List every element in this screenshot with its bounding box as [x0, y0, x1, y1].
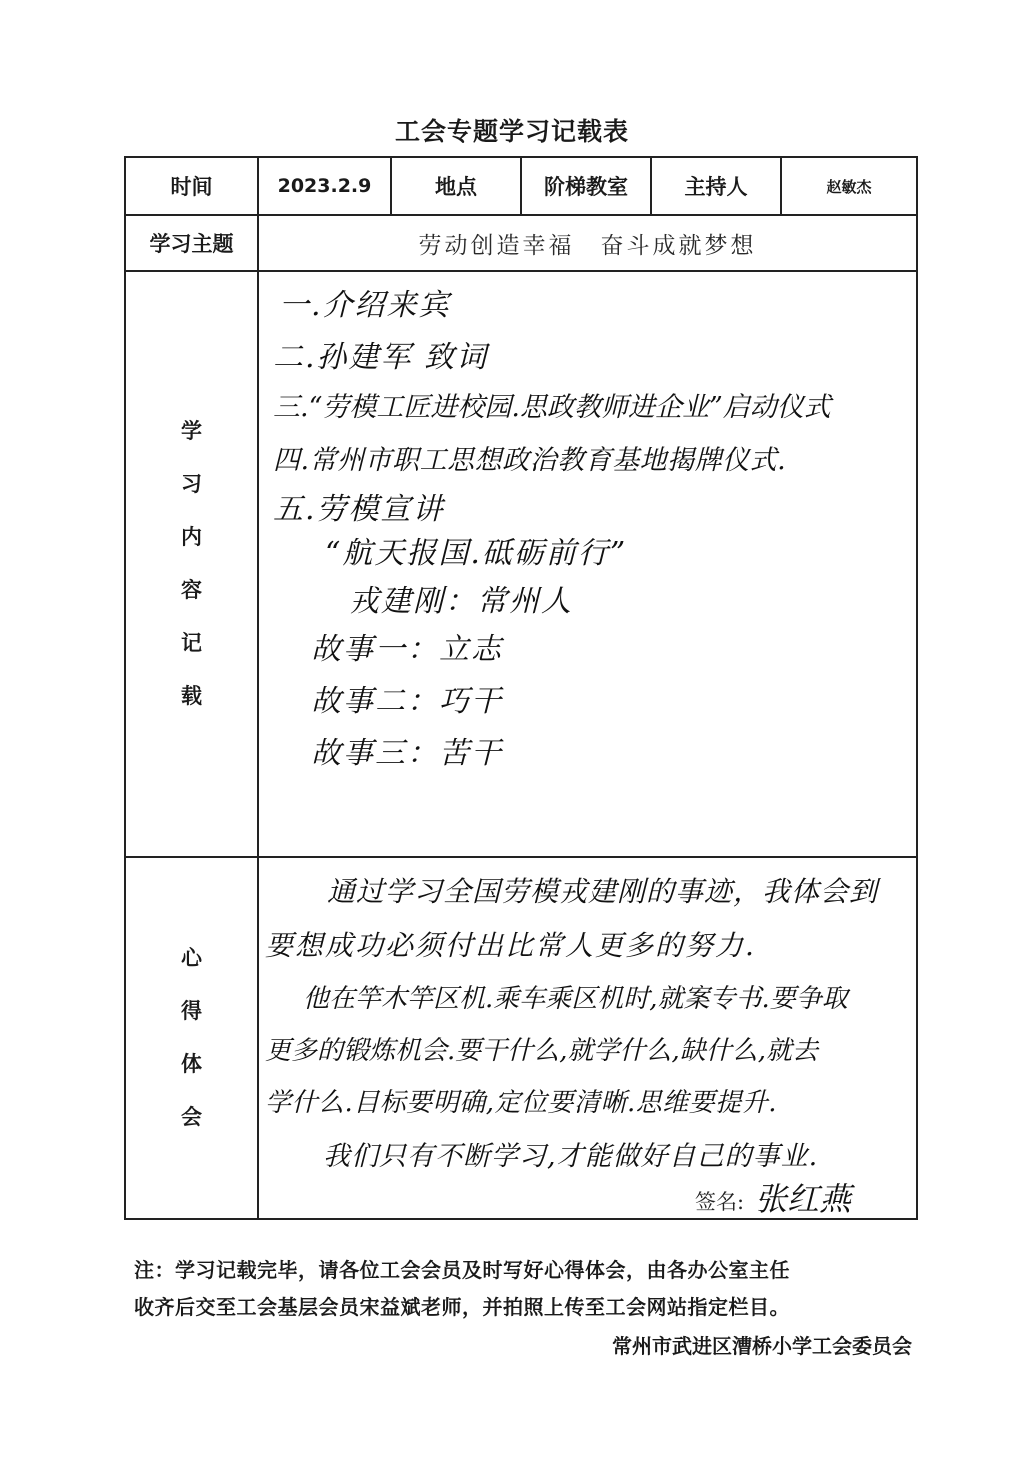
content-cell: [258, 271, 917, 857]
topic-row: [125, 215, 917, 271]
signature-name: 张红燕: [755, 1180, 852, 1218]
content-line: 故事一：立志: [311, 632, 503, 667]
footnote-line: 收齐后交至工会基层会员宋益斌老师，并拍照上传至工会网站指定栏目。: [134, 1295, 790, 1319]
content-label-char: 记: [181, 631, 202, 655]
header-row: [125, 157, 917, 215]
content-line: 故事三：苦干: [311, 736, 503, 771]
reflection-label-char: 会: [181, 1105, 202, 1129]
reflection-label: [125, 857, 258, 1219]
content-label-char: 习: [181, 472, 202, 496]
signature-label: 签名:: [695, 1190, 745, 1214]
time-value: 2023.2.9: [258, 157, 391, 215]
topic-label: 学习主题: [125, 215, 258, 271]
content-line: 三.“劳模工匠进校园.思政教师进企业”启动仪式: [273, 392, 831, 423]
content-line: 二.孙建军 致词: [273, 340, 489, 375]
host-value: 赵敏杰: [781, 157, 917, 215]
reflection-line: 要想成功必须付出比常人更多的努力.: [265, 929, 756, 962]
reflection-label-char: 得: [181, 999, 202, 1023]
content-line: 故事二：巧干: [311, 684, 503, 719]
reflection-cell: [258, 857, 917, 1219]
content-label-char: 载: [181, 684, 202, 708]
place-value: 阶梯教室: [521, 157, 651, 215]
content-label: [125, 271, 258, 857]
reflection-line: 更多的锻炼机会.要干什么,就学什么,缺什么,就去: [265, 1036, 819, 1066]
footnote-line: 注：学习记载完毕，请各位工会会员及时写好心得体会，由各办公室主任: [134, 1258, 790, 1282]
reflection-line: 通过学习全国劳模戎建刚的事迹，我体会到: [327, 875, 879, 908]
reflection-label-char: 心: [181, 946, 202, 970]
organization-name: 常州市武进区漕桥小学工会委员会: [612, 1334, 912, 1358]
content-line: 戎建刚：常州人: [349, 584, 573, 619]
content-line: 四.常州市职工思想政治教育基地揭牌仪式.: [273, 445, 787, 476]
record-table: [124, 156, 918, 1220]
reflection-label-char: 体: [181, 1052, 202, 1076]
place-label: 地点: [391, 157, 521, 215]
content-row: [125, 271, 917, 857]
content-label-char: 学: [181, 419, 202, 443]
reflection-row: [125, 857, 917, 1219]
host-label: 主持人: [651, 157, 781, 215]
content-line: 一.介绍来宾: [279, 288, 451, 323]
reflection-line: 他在竿木竿区机.乘车乘区机时,就案专书.要争取: [303, 984, 848, 1014]
content-line: “航天报国.砥砺前行”: [325, 536, 628, 571]
reflection-line: 我们只有不断学习,才能做好自己的事业.: [323, 1141, 819, 1172]
reflection-line: 学什么.目标要明确,定位要清晰.思维要提升.: [265, 1088, 778, 1118]
content-line: 五.劳模宣讲: [273, 492, 445, 527]
time-label: 时间: [125, 157, 258, 215]
topic-value: 劳动创造幸福 奋斗成就梦想: [258, 215, 917, 271]
content-label-char: 容: [181, 578, 202, 602]
page-title: 工会专题学习记载表: [394, 117, 629, 146]
content-label-char: 内: [181, 525, 202, 549]
